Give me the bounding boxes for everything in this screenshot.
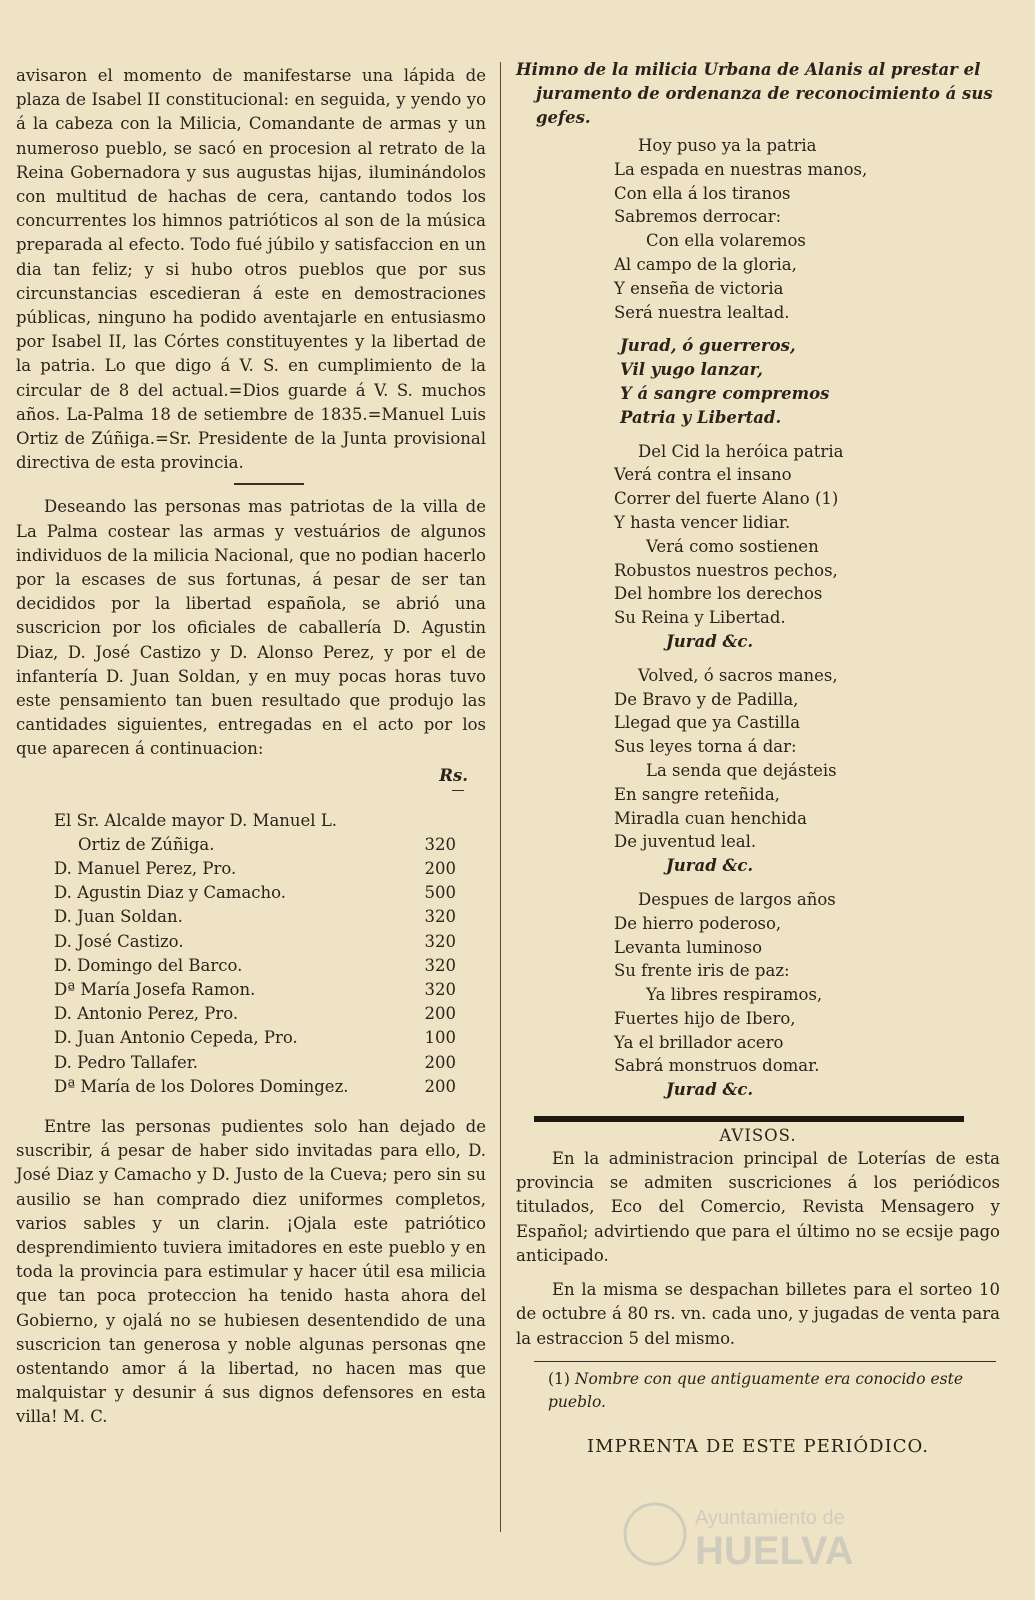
subscriber-row	[16, 1028, 486, 1052]
imprint: IMPRENTA DE ESTE PERIÓDICO.	[587, 1435, 929, 1457]
verse-line: Miradla cuan henchida	[614, 808, 807, 828]
column-divider	[500, 62, 501, 1532]
stanza-1	[516, 134, 1000, 324]
currency-dash	[452, 790, 464, 791]
verse-line: Su Reina y Libertad.	[614, 608, 786, 628]
subscriber-name: D. Antonio Perez, Pro.	[54, 1004, 239, 1024]
subscriber-row	[16, 1077, 486, 1101]
verse-line: Ya libres respiramos,	[646, 985, 823, 1005]
footnote-mark: (1)	[548, 1369, 570, 1388]
currency-header: Rs.	[439, 765, 468, 785]
verse-line: Con ella volaremos	[646, 231, 806, 251]
verse-line: Robustos nuestros pechos,	[614, 560, 838, 580]
subscriber-amount: 500	[424, 883, 456, 903]
watermark-logo	[615, 1494, 975, 1574]
subscriber-name: Dª María de los Dolores Domingez.	[54, 1076, 349, 1096]
verse-line: Será nuestra lealtad.	[614, 302, 790, 322]
aviso-2: En la misma se despachan billetes para el sorteo 10 de octubre á 80 rs. vn. cada uno, y jugadas de venta para la estraccion 5 del mismo.	[516, 1280, 1000, 1348]
verse-line: Correr del fuerte Alano (1)	[614, 489, 839, 509]
verse-line: La espada en nuestras manos,	[614, 159, 868, 179]
verse-line: De juventud leal.	[614, 832, 757, 852]
subscriber-row	[16, 835, 486, 859]
thick-rule	[534, 1116, 964, 1122]
watermark-line-2: HUELVA	[695, 1529, 854, 1573]
refrain-line: Jurad &c.	[666, 1080, 754, 1100]
hymn-title	[516, 58, 1000, 130]
subscriber-amount: 320	[424, 907, 456, 927]
subscriber-name: El Sr. Alcalde mayor D. Manuel L.	[54, 810, 338, 830]
subscriber-name: D. Juan Antonio Cepeda, Pro.	[54, 1028, 298, 1048]
verse-line: Verá contra el insano	[614, 465, 792, 485]
subscriber-amount: 100	[424, 1028, 456, 1048]
verse-line: En sangre reteñida,	[614, 784, 780, 804]
subscriber-name: D. José Castizo.	[54, 931, 184, 951]
verse-line: Llegad que ya Castilla	[614, 713, 801, 733]
verse-line: Al campo de la gloria,	[614, 254, 797, 274]
subscriber-name: Dª María Josefa Ramon.	[54, 980, 256, 999]
verse-line: Fuertes hijo de Ibero,	[614, 1008, 796, 1028]
subscriber-amount: 200	[424, 1052, 456, 1072]
closing-paragraph: Entre las personas pudientes solo han dejado de suscribir, á pesar de haber sido invitadas para ello, D. José Diaz y Camacho y D. Justo de la Cueva; pero sin su ausilio se han comprado diez uniformes completos, varios sables y un clarin. ¡Ojala este patriótico desprendimiento tuviera imitadores en este pueblo y en toda la provincia para estimular y hacer útil esa milicia que tan poca proteccion ha tenido hasta ahora del Gobierno, y ojalá no se hubiesen desentendido de una suscricion tan generosa y noble algunas personas qne ostentando amor á la libertad, no hacen mas que malquistar y desunir á sus dignos defensores en esta villa! M. C.	[16, 1116, 486, 1427]
refrain-line: Jurad &c.	[666, 631, 754, 651]
subscriber-row	[16, 859, 486, 883]
footnote-text: Nombre con que antiguamente era conocido este pueblo.	[548, 1369, 964, 1411]
left-column	[16, 64, 486, 1430]
subscriber-amount: 320	[424, 980, 456, 999]
subscriber-row	[16, 907, 486, 931]
section-separator	[234, 483, 304, 485]
subscriber-amount: 320	[424, 931, 456, 951]
watermark-line-1: Ayuntamiento de	[695, 1507, 845, 1529]
stanza-2	[516, 440, 1000, 654]
subscriber-row	[16, 956, 486, 980]
verse-line: De hierro poderoso,	[614, 913, 782, 933]
verse-line: Y hasta vencer lidiar.	[614, 512, 791, 532]
verse-line: Y enseña de victoria	[614, 278, 784, 298]
subscriber-row	[16, 883, 486, 907]
footnote-rule	[534, 1361, 996, 1362]
verse-line: Con ella á los tiranos	[614, 183, 791, 203]
subscriber-name: D. Juan Soldan.	[54, 907, 183, 927]
verse-line: Y á sangre compremos	[620, 383, 830, 403]
report-paragraph: avisaron el momento de manifestarse una lápida de plaza de Isabel II constitucional: en seguida, y yendo yo á la cabeza con la Milicia, Comandante de armas y un numeroso pueblo, se sacó en procesion al retrato de la Reina Gobernadora y sus augustas hijas, iluminándolos con multitud de hachas de cera, cantando todos los concurrentes los himnos patrióticos al son de la música preparada al efecto. Todo fué júbilo y satisfaccion en un dia tan feliz; y si hubo otros pueblos que por sus circunstancias escedieran á este en demostraciones públicas, ninguno ha podido aventajarle en entusiasmo por Isabel II, las Córtes constituyentes y la libertad de la patria. Lo que digo á V. S. en cumplimiento de la circular de 8 del actual.=Dios guarde á V. S. muchos años. La-Palma 18 de setiembre de 1835.=Manuel Luis Ortiz de Zúñiga.=Sr. Presidente de la Junta provisional directiva de esta provincia.	[16, 66, 486, 473]
verse-line: Del Cid la heróica patria	[638, 441, 844, 461]
subscriber-amount: 200	[424, 1076, 456, 1096]
subscriber-row	[16, 932, 486, 956]
chorus	[516, 334, 1000, 429]
subscriber-row	[16, 980, 486, 1004]
verse-line: Levanta luminoso	[614, 937, 763, 957]
footnote	[516, 1368, 1000, 1414]
subscriber-amount: 320	[424, 955, 456, 975]
subscriber-row	[16, 811, 486, 835]
subscriber-amount	[376, 811, 486, 835]
subscriber-amount: 200	[424, 859, 456, 879]
refrain-line: Jurad &c.	[666, 856, 754, 876]
subscriber-amount: 320	[424, 834, 456, 854]
subscriber-amount: 200	[424, 1004, 456, 1024]
verse-line: Del hombre los derechos	[614, 584, 823, 604]
avisos-title: AVISOS.	[719, 1126, 797, 1146]
stanza-3	[516, 664, 1000, 878]
verse-line: Jurad, ó guerreros,	[620, 336, 796, 356]
subscriber-name: D. Domingo del Barco.	[54, 955, 243, 975]
subscription-paragraph: Deseando las personas mas patriotas de la villa de La Palma costear las armas y vestuários de algunos individuos de la milicia Nacional, que no podian hacerlo por la escases de sus fortunas, á pesar de ser tan decididos por la libertad española, se abrió una suscricion por los oficiales de caballería D. Agustin Diaz, D. José Castizo y D. Alonso Perez, y por el de infantería D. Juan Soldan, y en muy pocas horas tuvo este pensamiento tan buen resultado que produjo las cantidades siguientes, entregadas en el acto por los que aparecen á continuacion:	[16, 497, 486, 759]
subscriber-name: Ortiz de Zúñiga.	[78, 834, 215, 854]
subscribers-table	[16, 811, 486, 1101]
subscriber-row	[16, 1053, 486, 1077]
subscriber-name: D. Agustin Diaz y Camacho.	[54, 883, 287, 903]
subscriber-name: D. Pedro Tallafer.	[54, 1052, 199, 1072]
subscriber-row	[16, 1004, 486, 1028]
verse-line: La senda que dejásteis	[646, 760, 837, 780]
right-column	[516, 58, 1000, 1457]
verse-line: Sus leyes torna á dar:	[614, 737, 797, 757]
verse-line: Verá como sostienen	[646, 536, 819, 556]
hymn-title-line-2: juramento de ordenanza de reconocimiento á sus gefes.	[536, 84, 993, 127]
verse-line: Vil yugo lanzar,	[620, 360, 763, 380]
verse-line: Su frente iris de paz:	[614, 961, 790, 981]
verse-line: Volved, ó sacros manes,	[638, 665, 838, 685]
verse-line: Patria y Libertad.	[620, 407, 782, 427]
aviso-1: En la administracion principal de Loterías de esta provincia se admiten suscriciones á los periódicos titulados, Eco del Comercio, Revista Mensagero y Español; advirtiendo que para el último no se ecsije pago anticipado.	[516, 1149, 1000, 1265]
verse-line: Ya el brillador acero	[614, 1032, 784, 1052]
hymn-title-line-1: Himno de la milicia Urbana de Alanis al prestar el	[516, 60, 981, 79]
verse-line: Sabrá monstruos domar.	[614, 1056, 820, 1076]
verse-line: Hoy puso ya la patria	[638, 136, 817, 155]
subscriber-name: D. Manuel Perez, Pro.	[54, 859, 237, 879]
verse-line: De Bravo y de Padilla,	[614, 689, 799, 709]
verse-line: Despues de largos años	[638, 889, 836, 909]
stanza-4	[516, 888, 1000, 1102]
verse-line: Sabremos derrocar:	[614, 207, 782, 227]
